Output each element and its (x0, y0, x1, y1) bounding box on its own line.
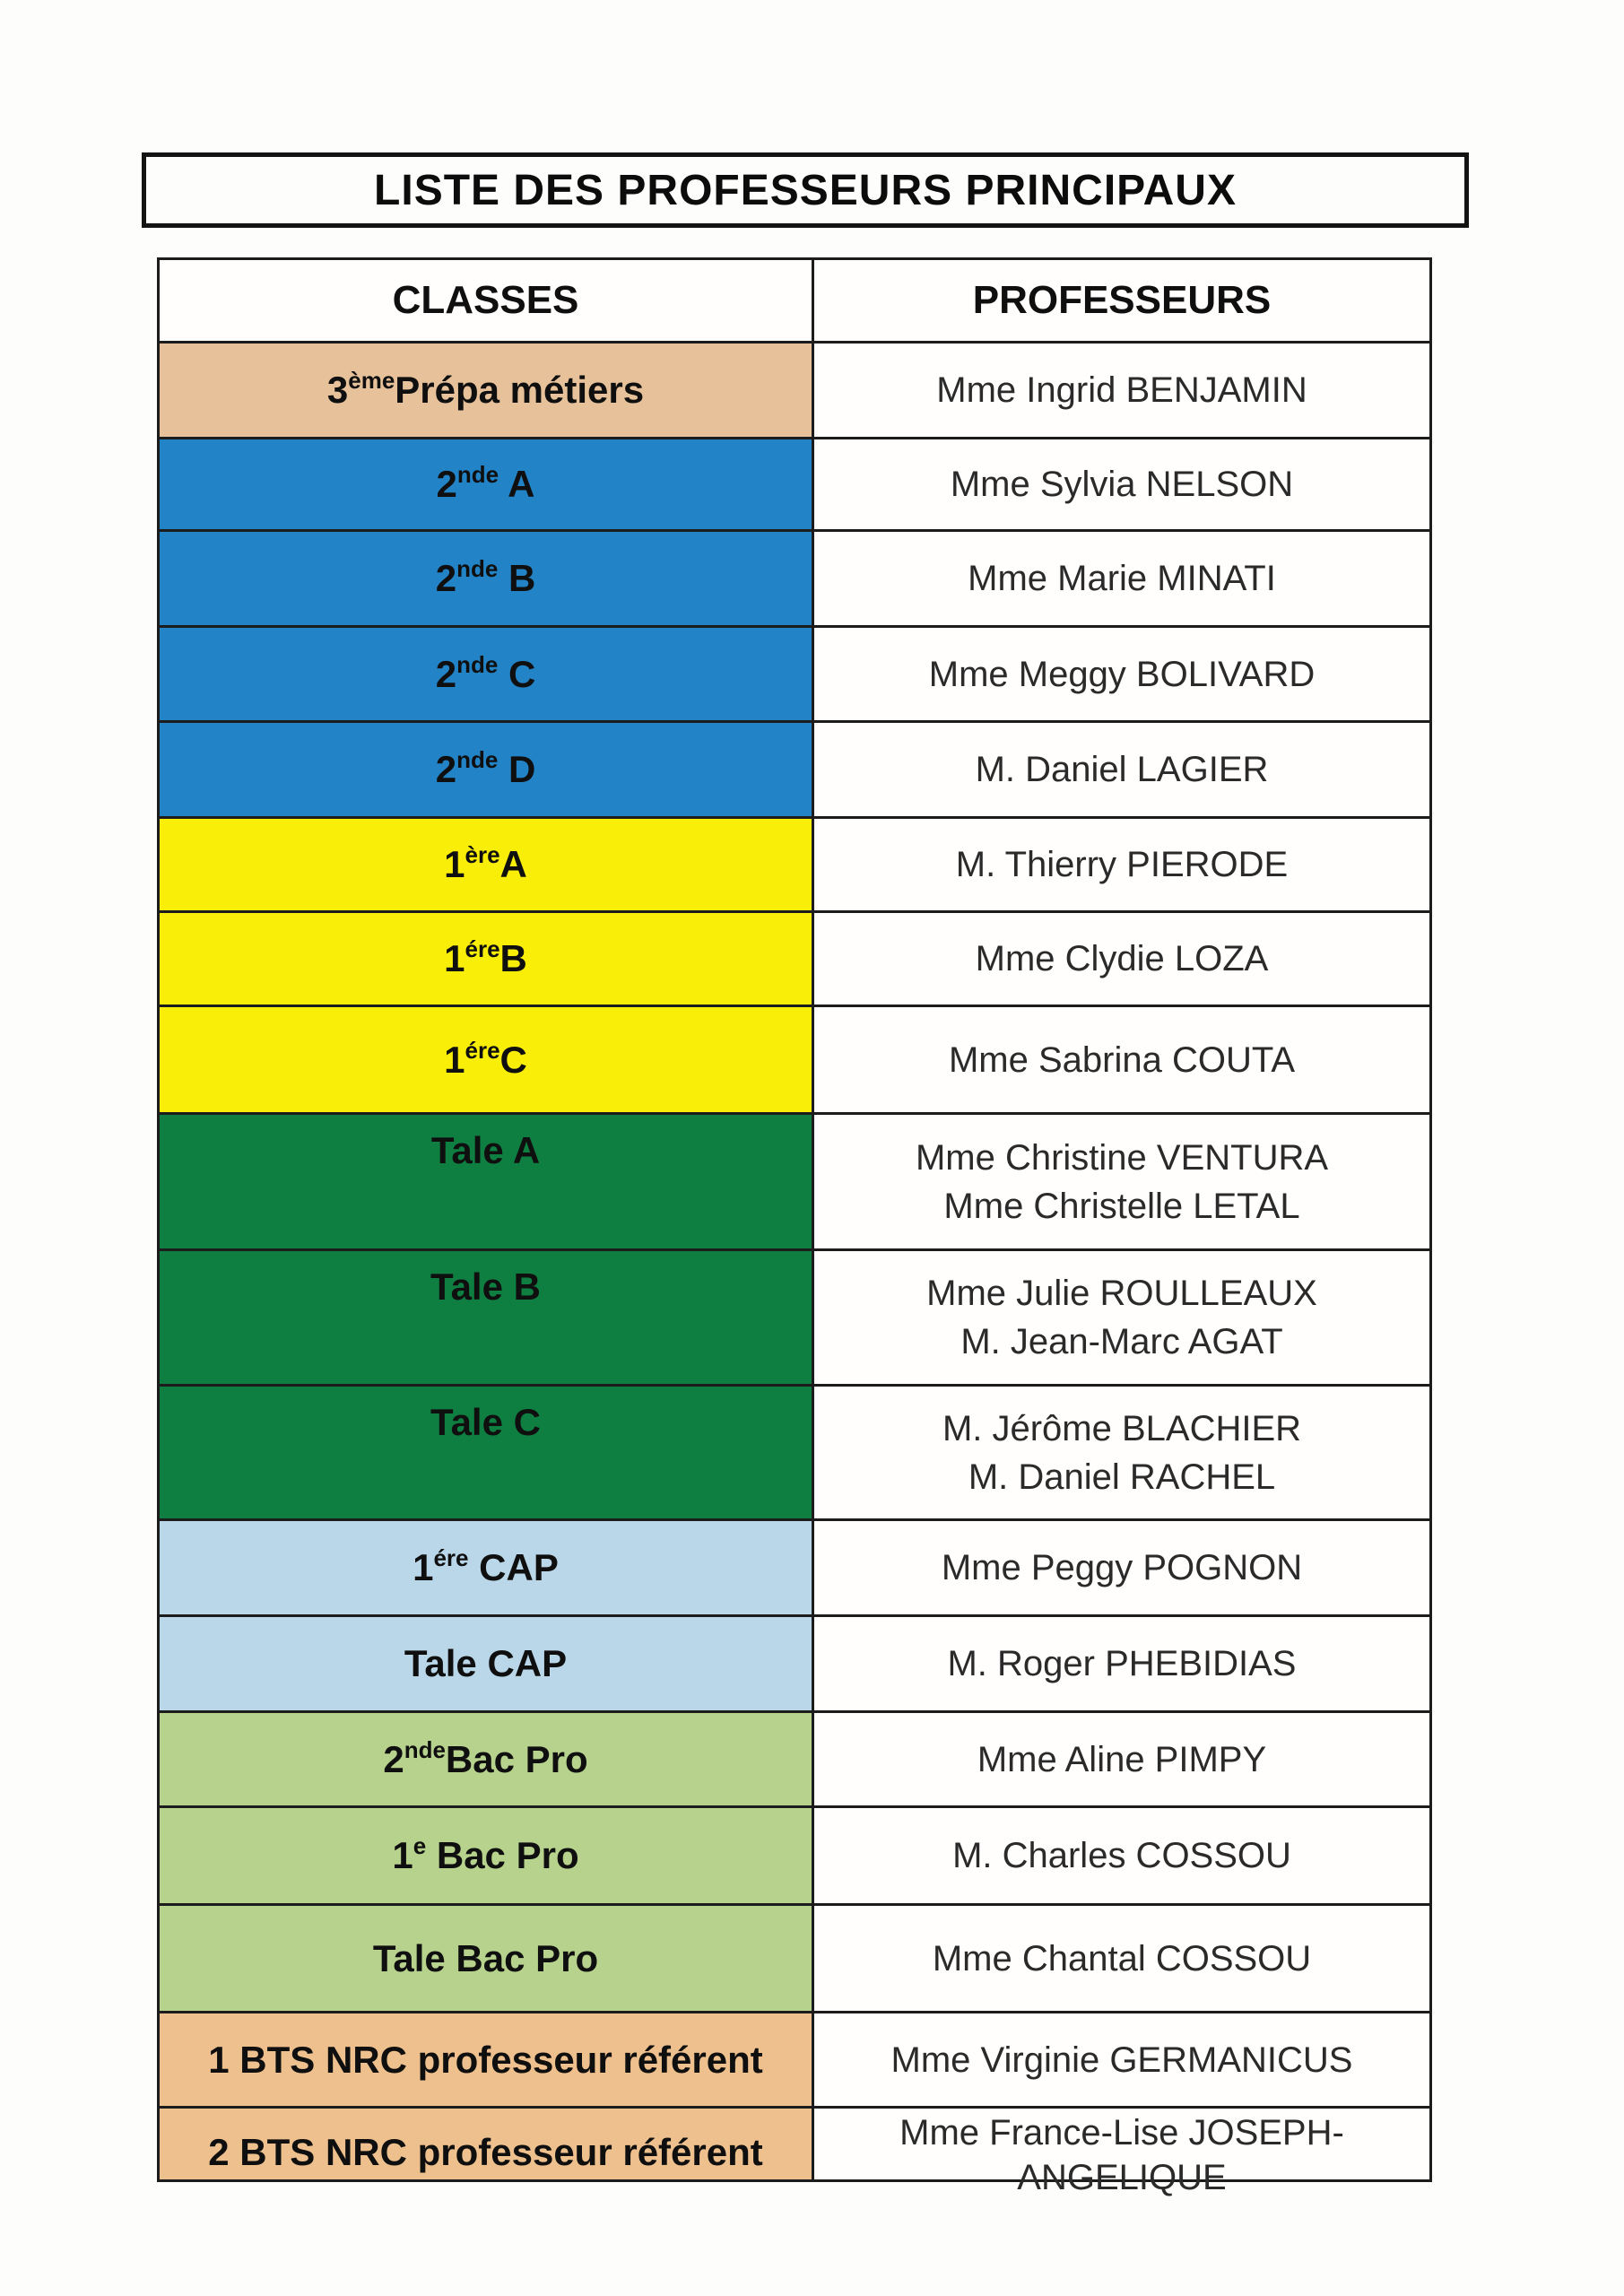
professor-cell (814, 1007, 1429, 1112)
table-row (160, 1713, 1429, 1808)
class-label: 2nde C (435, 650, 536, 695)
header-cell-classes: CLASSES (160, 260, 814, 341)
professor-cell (814, 913, 1429, 1004)
class-cell (160, 439, 814, 529)
professor-name: Mme Marie MINATI (968, 559, 1276, 598)
class-superscript: nde (456, 555, 499, 582)
class-superscript: ére (465, 1036, 500, 1064)
class-superscript: ére (433, 1544, 469, 1571)
table-row (160, 1617, 1429, 1713)
class-cell (160, 532, 814, 625)
professor-name: M. Jérôme BLACHIER (942, 1408, 1302, 1448)
table-row (160, 723, 1429, 819)
class-superscript: ème (348, 367, 395, 394)
table-row (160, 439, 1429, 532)
professor-cell (814, 628, 1429, 720)
professor-name: Mme Peggy POGNON (941, 1548, 1303, 1587)
class-cell (160, 344, 814, 437)
professor-cell (814, 1521, 1429, 1614)
professor-name: Mme Virginie GERMANICUS (890, 2039, 1353, 2080)
table-row (160, 913, 1429, 1007)
professor-name: Mme Julie ROULLEAUX (926, 1274, 1317, 1313)
class-label: 1e Bac Pro (392, 1832, 579, 1876)
class-label: $1^{ére}B$ (444, 935, 527, 979)
professor-name: M. Thierry PIERODE (955, 845, 1289, 884)
class-superscript: nde (456, 746, 499, 773)
class-cell (160, 1906, 814, 2011)
table-body (160, 344, 1429, 2197)
class-label: Tale B (430, 1265, 541, 1308)
class-cell (160, 1115, 814, 1248)
professor-name: M. Roger PHEBIDIAS (947, 1644, 1297, 1683)
professor-cell (814, 532, 1429, 625)
class-label: 2ndeBac Pro (383, 1735, 588, 1780)
class-label: 3èmePrépa métiers (326, 367, 645, 411)
table-row (160, 1808, 1429, 1906)
professor-name: Mme Sylvia NELSON (950, 465, 1294, 504)
class-cell (160, 1007, 814, 1112)
class-cell (160, 1617, 814, 1710)
professor-name: Mme Meggy BOLIVARD (928, 654, 1316, 694)
table-row (160, 819, 1429, 913)
professor-name: Mme Ingrid BENJAMIN (936, 370, 1307, 410)
table-header-row (160, 260, 1429, 344)
professor-cell (814, 344, 1429, 437)
class-label: Tale Bac Pro (372, 1936, 599, 1979)
professor-name: Mme Aline PIMPY (977, 1739, 1267, 1779)
professor-name: Mme France-Lise JOSEPH-ANGELIQUE (899, 2113, 1344, 2197)
professor-cell (814, 1617, 1429, 1710)
professor-cell (814, 819, 1429, 910)
professor-cell (814, 1251, 1429, 1384)
table-row (160, 628, 1429, 723)
header-cell-professeurs: PROFESSEURS (814, 260, 1429, 341)
professor-cell (814, 1115, 1429, 1248)
class-label: Tale CAP (404, 1642, 568, 1684)
class-label: 2 BTS NRC professeur référent (208, 2131, 763, 2173)
class-superscript: e (413, 1832, 427, 1859)
professor-cell (814, 1387, 1429, 1518)
class-cell (160, 1251, 814, 1384)
table-row (160, 1251, 1429, 1387)
class-label: 1èreA (444, 841, 527, 885)
class-superscript: nde (404, 1735, 446, 1763)
table-row (160, 1115, 1429, 1251)
class-cell (160, 819, 814, 910)
class-superscript: nde (456, 461, 499, 488)
table-row (160, 2109, 1429, 2197)
table-row (160, 1521, 1429, 1617)
class-cell (160, 628, 814, 720)
class-cell (160, 913, 814, 1004)
professor-name: M. Charles COSSOU (952, 1836, 1291, 1875)
professor-name: M. Jean-Marc AGAT (960, 1322, 1283, 1361)
professors-table (157, 257, 1432, 2197)
class-label: 2nde B (435, 555, 536, 599)
professor-name: Mme Clydie LOZA (975, 939, 1269, 978)
table-row (160, 532, 1429, 628)
professor-name: Mme Christelle LETAL (943, 1186, 1300, 1226)
professor-cell (814, 723, 1429, 816)
class-superscript: nde (456, 650, 499, 678)
class-cell (160, 1808, 814, 1903)
professor-cell (814, 1808, 1429, 1903)
professor-cell (814, 2013, 1429, 2106)
page-title (142, 152, 1469, 228)
table-row (160, 1007, 1429, 1115)
class-label: Tale A (430, 1129, 541, 1171)
class-label: 2nde D (435, 746, 536, 790)
table-row (160, 1906, 1429, 2013)
professor-name: Mme Christine VENTURA (915, 1137, 1329, 1178)
table-row (160, 344, 1429, 439)
class-cell (160, 1387, 814, 1518)
class-cell (160, 2013, 814, 2106)
class-superscript: ère (465, 841, 500, 868)
class-label: 1 BTS NRC professeur référent (208, 2038, 763, 2081)
table-row (160, 1387, 1429, 1521)
class-cell (160, 2109, 814, 2179)
class-label: 2nde A (436, 461, 535, 505)
class-cell (160, 1713, 814, 1805)
class-superscript: ére (465, 935, 500, 962)
class-label: Tale C (430, 1401, 541, 1443)
professor-name: Mme Sabrina COUTA (948, 1039, 1295, 1080)
professor-cell (814, 1906, 1429, 2011)
page-title-text: LISTE DES PROFESSEURS PRINCIPAUX (374, 166, 1237, 214)
professor-name: M. Daniel LAGIER (975, 750, 1269, 789)
class-cell (160, 723, 814, 816)
professor-name: M. Daniel RACHEL (968, 1457, 1276, 1497)
table-row (160, 2013, 1429, 2109)
professor-name: Mme Chantal COSSOU (932, 1938, 1312, 1979)
class-cell (160, 1521, 814, 1614)
class-label: $1^{ére}C$ (444, 1036, 527, 1081)
professor-cell (814, 439, 1429, 529)
professor-cell (814, 1713, 1429, 1805)
class-label: $1^{ére}$ CAP (413, 1544, 559, 1588)
professor-cell (814, 2109, 1429, 2197)
